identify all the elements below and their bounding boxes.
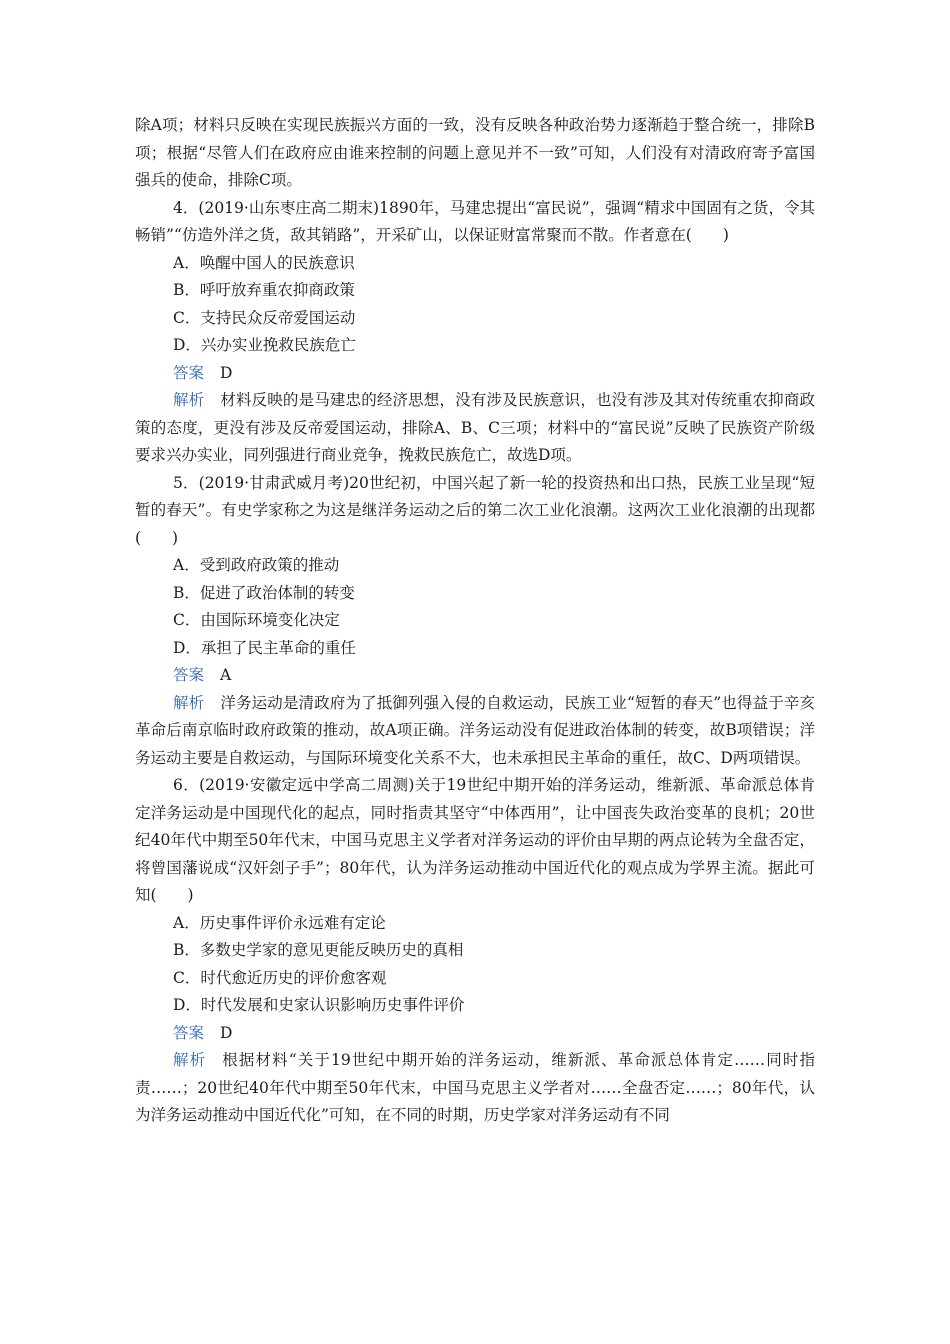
analysis-text: 材料反映的是马建忠的经济思想，没有涉及民族意识，也没有涉及其对传统重农抑商政策的态度，更没有涉及反帝爱国运动，排除A、B、C三项；材料中的“富民说”反映了民族资产阶级要求兴办实业，同列强进行商业竞争，挽救民族危亡，故选D项。 (135, 391, 815, 464)
analysis-text: 洋务运动是清政府为了抵御列强入侵的自救运动，民族工业“短暂的春天”也得益于辛亥革命后南京临时政府政策的推动，故A项正确。洋务运动没有促进政治体制的转变，故B项错误；洋务运动主要是自救运动，与国际环境变化关系不大，也未承担民主革命的重任，故C、D两项错误。 (135, 693, 815, 767)
answer-value: D (220, 363, 233, 382)
option-b: B．促进了政治体制的转变 (173, 583, 355, 602)
option-c: C．时代愈近历史的评价愈客观 (173, 968, 387, 987)
option-d: D．兴办实业挽救民族危亡 (173, 336, 356, 354)
analysis-label: 解析 (173, 1051, 207, 1069)
answer-value: A (220, 666, 232, 684)
option-d: D．时代发展和史家认识影响历史事件评价 (173, 996, 465, 1014)
option-a: A．唤醒中国人的民族意识 (173, 253, 355, 272)
option-d: D．承担了民主革命的重任 (173, 638, 356, 657)
analysis-paragraph (135, 387, 815, 470)
paragraph: 除A项；材料只反映在实现民族振兴方面的一致，没有反映各种政治势力逐渐趋于整合统一，排除B项；根据“尽管人们在政府应由谁来控制的问题上意见并不一致”可知，人们没有对清政府寄予富国强兵的使命，排除C项。 (135, 116, 815, 189)
answer-line (135, 360, 815, 388)
document-page (135, 112, 815, 1130)
option-c: C．支持民众反帝爱国运动 (173, 308, 356, 327)
option-c: C．由国际环境变化决定 (173, 611, 340, 629)
answer-label: 答案 (173, 363, 205, 382)
question-5: 5．(2019·甘肃武威月考)20世纪初，中国兴起了新一轮的投资热和出口热，民族工业呈现“短暂的春天”。有史学家称之为这是继洋务运动之后的第二次工业化浪潮。这两次工业化浪潮的出现都( ) (135, 473, 815, 547)
option-b: B．呼吁放弃重农抑商政策 (173, 281, 355, 299)
option-a: A．受到政府政策的推动 (173, 556, 340, 574)
option-a: A．历史事件评价永远难有定论 (173, 913, 386, 932)
answer-label: 答案 (173, 1023, 205, 1042)
answer-value: D (220, 1023, 233, 1042)
question-4: 4．(2019·山东枣庄高二期末)1890年，马建忠提出“富民说”，强调“精求中国固有之货，令其畅销”“仿造外洋之货，敌其销路”，开采矿山，以保证财富常聚而不散。作者意在( ) (135, 198, 815, 244)
answer-label: 答案 (173, 666, 205, 684)
analysis-text: 根据材料“关于19世纪中期开始的洋务运动，维新派、革命派总体肯定……同时指责……；20世纪40年代中期至50年代末，中国马克思主义学者对……全盘否定……；80年代，认为洋务运动推动中国近代化”可知，在不同的时期，历史学家对洋务运动有不同 (135, 1051, 815, 1124)
option-b: B．多数史学家的意见更能反映历史的真相 (173, 941, 464, 959)
analysis-label: 解析 (173, 693, 205, 712)
analysis-paragraph (135, 690, 815, 773)
answer-line (135, 1020, 815, 1048)
analysis-paragraph (135, 1047, 815, 1130)
analysis-label: 解析 (173, 391, 205, 409)
question-6: 6．(2019·安徽定远中学高二周测)关于19世纪中期开始的洋务运动，维新派、革命派总体肯定洋务运动是中国现代化的起点，同时指责其坚守“中体西用”，让中国丧失政治变革的良机；20世纪40年代中期至50年代末，中国马克思主义学者对洋务运动的评价由早期的两点论转为全盘否定，将曾国藩说成“汉奸刽子手”；80年代，认为洋务运动推动中国近代化的观点成为学界主流。据此可知( ) (135, 776, 815, 904)
answer-line (135, 662, 815, 690)
